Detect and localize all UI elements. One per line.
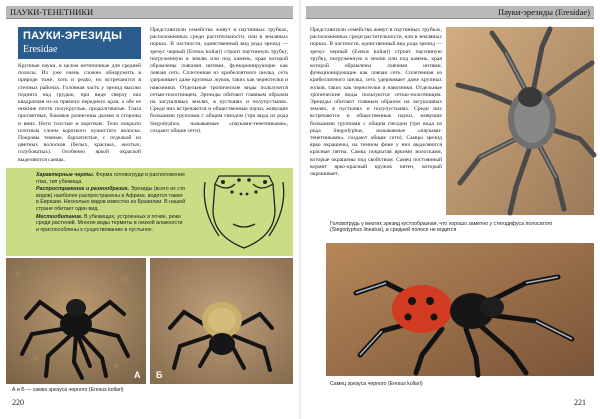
fact-text: Форма головогруди и расположение глаз, тип убежища. [36,172,186,185]
eye-8 [246,193,249,196]
caption-photo-top: Головогрудь у многих эрезид кустообразная, что хорошо заметно у стегодифуса полосатого (Stegodyphus lineatus), в средней полосе не водится [330,221,553,234]
cephalothorax-diagram [199,170,289,254]
fact-item [36,186,186,212]
eye-5 [230,190,233,193]
facts-text [36,172,186,234]
eye-4 [247,178,251,182]
caption-photos-a-b: А и Б — самка эрезуса черного (Eresus kollari) [12,387,124,393]
photo-a-label: А [134,370,141,380]
diagram-outer-right [269,182,284,236]
family-latin-name: Eresidae [23,44,58,55]
fact-text: В убежищах, устроенных в почве, реже среди растений. Многие виды термиты в низкой влажности и приспособлены к существованию в пустынях. [36,213,183,233]
left-page-header [6,6,293,19]
page-number-right: 221 [574,398,586,407]
fact-item [36,214,186,234]
text-column-2: Представители семейства живут в паутинных трубках, расположенных среди растительности, или в земляных норках. В частности, единственный вид рода эрезид — эрезус черный (Eresus kollari) строит паутинную трубку, погруженную в землю или под камень, края которой обрамлены ловчими нитями, функционирующие как ловчая сеть. Сплетенная из крибеллятного шелка, сеть удерживает даже крупных жуков, таких как чернотелки и навозники. Отдельные тропические виды пользуются сетью-полотнищем. Эрезиды обитают главным образом на засушливых землях, в пустынях и полупустынях. Среди них встречаются и общественные пауки, живущие большими группами с общим гнездом (три вида из рода Stegodyphus, называемые «пауками-тенетниками», создают общие сети). [150,27,288,134]
photo-spider-female-a [6,258,146,384]
eye-6 [254,190,257,193]
photo-stegodyphus [446,27,594,215]
photo-spider-female-b [150,258,293,384]
photo-a-image [6,258,146,384]
fact-label: Местообитание. [36,213,83,220]
eye-3 [237,178,241,182]
family-title: ПАУКИ-ЭРЕЗИДЫ [23,30,123,42]
left-header-title: ПАУКИ-ТЕНЕТНИКИ [10,7,94,17]
eye-2 [263,180,267,184]
photo-top-image [446,27,594,215]
family-title-box [18,27,141,59]
right-header-title: Пауки-эрезиды (Eresidae) [497,7,590,17]
diagram-fold-right [253,184,273,188]
eye-7 [240,193,243,196]
text-column-1: Крупные пауки, в целом нетипичные для средней полосы. Их уже очень сложно обнаружить в природе тоже, хоть и редко, но встречаются в степных районах. Головная часть у эрезид высоко поднята над грудью, при виде сверху она квадратная из-за прямого переднего края, а обе ее нижние почти полукруглые, продолговатые. Глаза просветные, боковые разнесены далеко в стороны и вниз. Ноги толстые и короткие. Тело покрыто плотным слоем короткого пушистого волоска. Покровы темные, бархатистые, с отделкой из цветных волосков (белых, красных, желтых, голубоватых). Особенно яркой окраской выделяются самцы. [18,63,141,163]
diagram-outer-left [204,182,219,236]
fact-label: Распространение и разнообразие. [36,186,130,193]
fact-text: Эрезиды (всего их сто видов) наиболее распространены в Африке, водятся также в Евразии. Несколько видов известно из Бразилии. В нашей стране обитает один вид. [36,186,186,212]
eye-1 [221,180,225,184]
page-number-left: 220 [12,398,24,407]
diagram-fold-left [215,184,235,188]
diagram-outline [213,176,275,248]
fact-label: Характерные черты. [36,172,95,178]
photo-b-image [150,258,293,384]
photo-bottom-image [326,243,594,376]
fact-item [36,172,186,185]
photo-b-label: Б [156,370,163,380]
facts-box [6,168,293,256]
photo-spider-male [326,243,594,376]
caption-photo-bottom: Самец эрезуса черного (Eresus kollari) [330,381,423,387]
text-column-3: Представители семейства живут в паутинных трубках, расположенных среди растительности, или в земляных норках. В частности, единственный вид рода эрезид — эрезус черный (Eresus kollari) строит паутинную трубку, погруженную в землю или под камень, края которой обрамлены ловчими нитями, функционирующие как ловчая сеть. Сплетенная из крибеллятного шелка, сеть удерживает даже крупных жуков, таких как чернотелки и навозники. Отдельные тропические виды пользуются сетью-полотнищем. Эрезиды обитают главным образом на засушливых землях, в пустынях и полупустынях. Среди них встречаются и общественные пауки, живущие большими группами с общим гнездом (три вида из рода Stegodyphus, называемые «пауками-тенетниками», создают общие сети). Самцы эрезид ярко окрашены, на темном фоне у них выделяются красные пятна. Самка покрытая яркими волосками, которые окрашены под свойством. Самец постоянный кормит ярко-красный кружок пятен, который окрашивает. [310,27,442,178]
page-gutter [298,0,302,419]
diagram-midline [233,224,255,227]
right-page-header [306,6,594,19]
